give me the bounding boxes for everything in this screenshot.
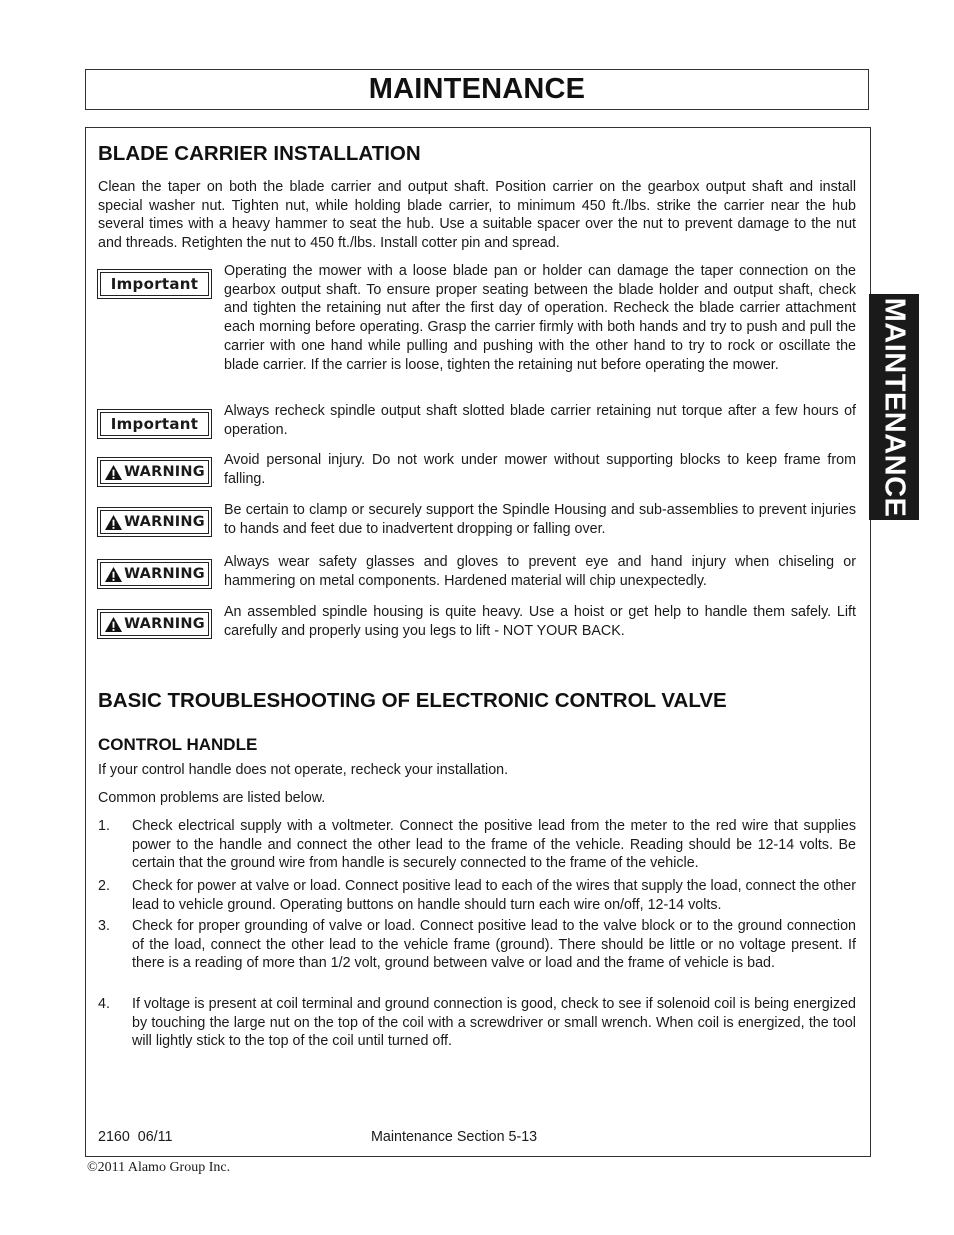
warning-triangle-icon	[104, 464, 123, 481]
warning-triangle-icon	[104, 616, 123, 633]
control-handle-para: If your control handle does not operate, recheck your installation.	[98, 762, 509, 778]
list-number: 4.	[98, 996, 110, 1012]
copyright-notice: ©2011 Alamo Group Inc.	[87, 1160, 231, 1175]
common-problems-para: Common problems are listed below.	[98, 790, 326, 806]
warning-badge	[97, 609, 212, 639]
list-text: If voltage is present at coil terminal and ground connection is good, check to see if solenoid coil is being energized by touching the large nut on the top of the coil with a screwdriver or small wrench. When coil is energized, the tool will lightly stick to the top of the coil until turned off.	[132, 996, 856, 1050]
note-text: Operating the mower with a loose blade pan or holder can damage the taper connection on the gearbox output shaft. To ensure proper seating between the blade holder and output shaft, check and tighten the retaining nut after the first day of operation. Recheck the blade carrier attachment each morning before operating. Grasp the carrier firmly with both hands and try to push and pull the carrier with one hand while pulling and pushing with the other hand to try to rock or oscillate the blade carrier. If the carrier is loose, tighten the retaining nut before operating the mower.	[224, 263, 856, 373]
warning-badge	[97, 559, 212, 589]
important-badge	[97, 409, 212, 439]
badge-label: WARNING	[124, 566, 205, 582]
page-header	[85, 69, 869, 110]
footer-doc-id: 2160 06/11	[98, 1129, 173, 1145]
blade-carrier-intro: Clean the taper on both the blade carrier and output shaft. Position carrier on the gearbox output shaft and install special washer nut. Tighten nut, while holding blade carrier, to minimum 450 ft./lbs. strike the carrier near the hub several times with a heavy hammer to seat the hub. Use a suitable spacer over the nut to prevent damage to the nut and threads. Retighten the nut to 450 ft./lbs. Install cotter pin and spread.	[98, 179, 856, 252]
list-text: Check electrical supply with a voltmeter. Connect the positive lead from the meter to the red wire that supplies power to the handle and connect the other lead to the frame of the vehicle. Reading should be 12-14 volts. Be certain that the ground wire from handle is securely connected to the frame of the vehicle.	[132, 818, 856, 872]
badge-label: WARNING	[124, 514, 205, 530]
badge-label: WARNING	[124, 464, 205, 480]
note-text: Be certain to clamp or securely support the Spindle Housing and sub-assemblies to prevent injuries to hands and feet due to inadvertent dropping or falling over.	[224, 502, 856, 537]
warning-triangle-icon	[104, 514, 123, 531]
section-side-tab	[869, 294, 919, 520]
important-badge	[97, 269, 212, 299]
list-text: Check for proper grounding of valve or load. Connect positive lead to the valve block or to the ground connection of the load, connect the other lead to the vehicle frame (ground). There should be little or no voltage present. If there is a reading of more than 1/2 volt, ground between valve or load and the frame of vehicle is bad.	[132, 918, 856, 972]
footer-section-page: Maintenance Section 5-13	[371, 1129, 538, 1145]
warning-triangle-icon	[104, 566, 123, 583]
subsection-heading-control-handle: CONTROL HANDLE	[98, 735, 258, 754]
warning-badge	[97, 457, 212, 487]
note-text: Always recheck spindle output shaft slotted blade carrier retaining nut torque after a few hours of operation.	[224, 403, 856, 438]
section-heading-blade-carrier: BLADE CARRIER INSTALLATION	[98, 142, 421, 165]
note-text: An assembled spindle housing is quite heavy. Use a hoist or get help to handle them safely. Lift carefully and properly using you legs to lift - NOT YOUR BACK.	[224, 604, 856, 639]
list-number: 2.	[98, 878, 110, 894]
note-text: Avoid personal injury. Do not work under mower without supporting blocks to keep frame from falling.	[224, 452, 856, 487]
list-number: 3.	[98, 918, 110, 934]
page-title: MAINTENANCE	[368, 73, 586, 105]
section-heading-troubleshooting: BASIC TROUBLESHOOTING OF ELECTRONIC CONTROL VALVE	[98, 689, 727, 712]
badge-label: Important	[110, 415, 199, 433]
badge-label: Important	[110, 275, 199, 293]
warning-badge	[97, 507, 212, 537]
list-text: Check for power at valve or load. Connect positive lead to each of the wires that supply the load, connect the other lead to vehicle ground. Operating buttons on handle should turn each wire on/off, 12-14 volts.	[132, 878, 857, 913]
list-number: 1.	[98, 818, 110, 834]
note-text: Always wear safety glasses and gloves to prevent eye and hand injury when chiseling or hammering on metal components. Hardened material will chip unexpectedly.	[224, 554, 856, 589]
side-tab-label: MAINTENANCE	[878, 297, 911, 517]
badge-label: WARNING	[124, 616, 205, 632]
